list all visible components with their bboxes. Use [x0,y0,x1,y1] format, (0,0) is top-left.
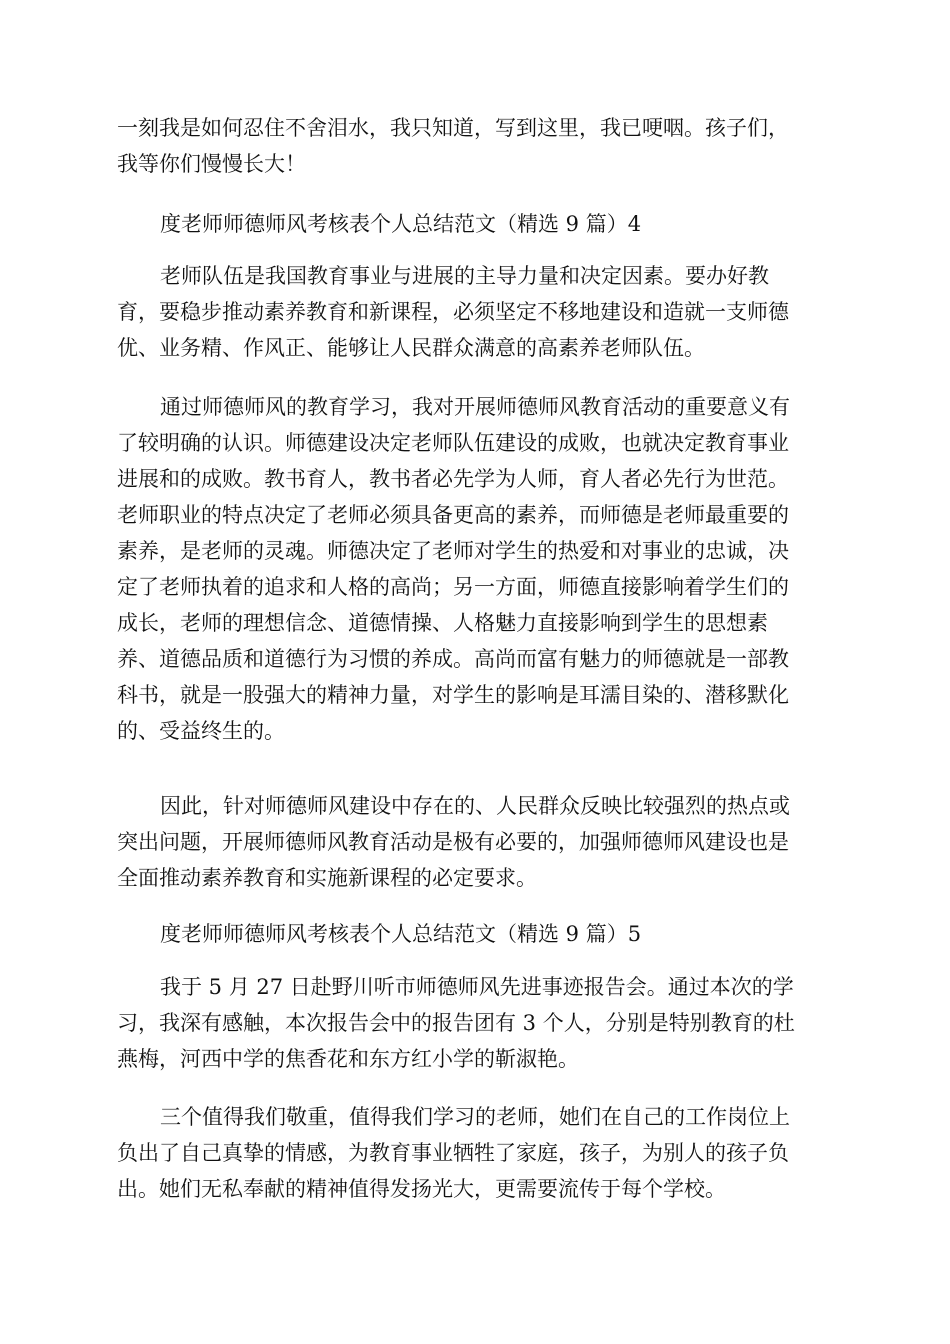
text-line: 定了老师执着的追求和人格的高尚；另一方面，师德直接影响着学生们的 [117,575,789,599]
text-line: 了较明确的认识。师德建设决定老师队伍建设的成败，也就决定教育事业 [117,431,789,455]
text-line: 通过师德师风的教育学习，我对开展师德师风教育活动的重要意义有 [160,395,790,419]
text-line: 因此，针对师德师风建设中存在的、人民群众反映比较强烈的热点或 [160,794,790,818]
paragraph [117,1099,833,1207]
text-line: 的、受益终生的。 [117,719,285,743]
paragraph [117,389,833,749]
text-line: 我等你们慢慢长大！ [117,152,306,176]
paragraph-continuation [117,110,833,182]
section-heading-5 [117,916,833,952]
text-line: 我于 5 月 27 日赴野川听市师德师风先进事迹报告会。通过本次的学 [160,975,794,999]
heading-line: 度老师师德师风考核表个人总结范文（精选 9 篇）5 [160,922,642,946]
text-line: 三个值得我们敬重，值得我们学习的老师，她们在自己的工作岗位上 [160,1105,790,1129]
text-line: 出。她们无私奉献的精神值得发扬光大，更需要流传于每个学校。 [117,1177,726,1201]
text-line: 成长，老师的理想信念、道德情操、人格魅力直接影响到学生的思想素 [117,611,768,635]
text-line: 突出问题，开展师德师风教育活动是极有必要的，加强师德师风建设也是 [117,830,789,854]
text-line: 负出了自己真挚的情感，为教育事业牺牲了家庭，孩子，为别人的孩子负 [117,1141,789,1165]
section-heading-4 [117,206,833,242]
paragraph [117,258,833,366]
text-line: 老师队伍是我国教育事业与进展的主导力量和决定因素。要办好教 [160,264,769,288]
text-line: 优、业务精、作风正、能够让人民群众满意的高素养老师队伍。 [117,336,705,360]
text-line: 素养，是老师的灵魂。师德决定了老师对学生的热爱和对事业的忠诚，决 [117,539,789,563]
paragraph [117,969,833,1077]
text-line: 一刻我是如何忍住不舍泪水，我只知道，写到这里，我已哽咽。孩子们， [117,116,789,140]
text-line: 全面推动素养教育和实施新课程的必定要求。 [117,866,537,890]
text-line: 习，我深有感触，本次报告会中的报告团有 3 个人，分别是特别教育的杜 [117,1011,795,1035]
heading-line: 度老师师德师风考核表个人总结范文（精选 9 篇）4 [160,212,642,236]
text-line: 进展和的成败。教书育人，教书者必先学为人师，育人者必先行为世范。 [117,467,789,491]
paragraph [117,788,833,896]
text-line: 养、道德品质和道德行为习惯的养成。高尚而富有魅力的师德就是一部教 [117,647,789,671]
text-line: 育，要稳步推动素养教育和新课程，必须坚定不移地建设和造就一支师德 [117,300,789,324]
text-line: 燕梅，河西中学的焦香花和东方红小学的靳淑艳。 [117,1047,579,1071]
text-line: 老师职业的特点决定了老师必须具备更高的素养，而师德是老师最重要的 [117,503,789,527]
text-line: 科书，就是一股强大的精神力量，对学生的影响是耳濡目染的、潜移默化 [117,683,789,707]
